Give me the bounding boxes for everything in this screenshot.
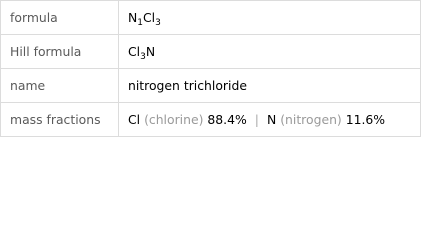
mass-fraction-symbol: N	[266, 112, 277, 127]
formula-value	[119, 1, 421, 35]
table-row	[1, 1, 421, 35]
table-row	[1, 103, 421, 137]
table-row	[1, 35, 421, 69]
formula-label: formula	[1, 1, 119, 35]
mass-fraction-separator: |	[254, 112, 259, 127]
mass-fraction-percent: 88.4%	[207, 112, 247, 127]
mass-fractions-value	[119, 103, 421, 137]
mass-fraction-symbol: Cl	[128, 112, 141, 127]
mass-fraction-element-name: (nitrogen)	[280, 112, 342, 127]
name-label: name	[1, 69, 119, 103]
hill-formula-subscript: 3	[140, 52, 146, 62]
hill-formula-label: Hill formula	[1, 35, 119, 69]
hill-formula-element: N	[145, 44, 156, 59]
hill-formula-value	[119, 35, 421, 69]
mass-fraction-element-name: (chlorine)	[144, 112, 204, 127]
formula-element: N	[128, 10, 138, 25]
mass-fractions-label: mass fractions	[1, 103, 119, 137]
formula-element: Cl	[143, 10, 156, 25]
hill-formula-element: Cl	[128, 44, 141, 59]
mass-fraction-percent: 11.6%	[345, 112, 386, 127]
name-value: nitrogen trichloride	[119, 69, 421, 103]
formula-subscript: 1	[137, 18, 144, 28]
formula-subscript: 3	[155, 18, 161, 28]
table-row	[1, 69, 421, 103]
